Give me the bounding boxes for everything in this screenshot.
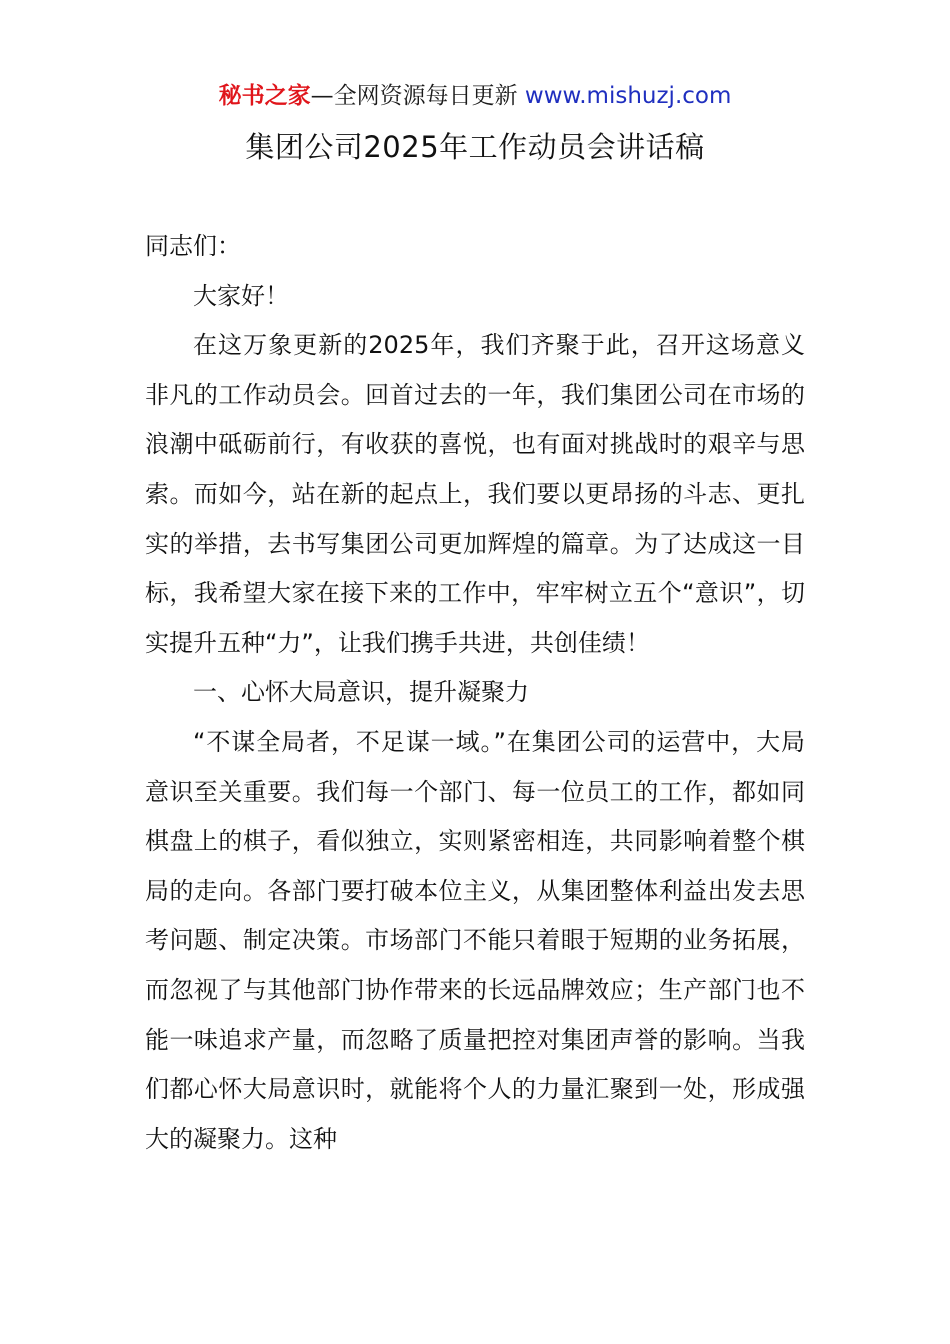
greeting: 大家好！: [193, 281, 289, 310]
document-body: [145, 222, 805, 1164]
site-url-link[interactable]: www.mishuzj.com: [524, 83, 732, 109]
site-header: [0, 80, 950, 112]
brand-name: 秘书之家: [218, 83, 311, 109]
salutation: 同志们：: [145, 232, 241, 260]
paragraph-section-1: “不谋全局者，不足谋一域。”在集团公司的运营中，大局意识至关重要。我们每一个部门、每一位员工的工作，都如同棋盘上的棋子，看似独立，实则紧密相连，共同影响着整个棋局的走向。各部门要打破本位主义，从集团整体利益出发去思考问题、制定决策。市场部门不能只着眼于短期的业务拓展，而忽视了与其他部门协作带来的长远品牌效应；生产部门也不能一味追求产量，而忽略了质量把控对集团声誉的影响。当我们都心怀大局意识时，就能将个人的力量汇聚到一处，形成强大的凝聚力。这种: [145, 727, 805, 1153]
paragraph-intro: 在这万象更新的2025年，我们齐聚于此，召开这场意义非凡的工作动员会。回首过去的一年，我们集团公司在市场的浪潮中砥砺前行，有收获的喜悦，也有面对挑战时的艰辛与思索。而如今，站在新的起点上，我们要以更昂扬的斗志、更扎实的举措，去书写集团公司更加辉煌的篇章。为了达成这一目标，我希望大家在接下来的工作中，牢牢树立五个“意识”，切实提升五种“力”，让我们携手共进，共创佳绩！: [145, 331, 805, 657]
section-heading-1: 一、心怀大局意识，提升凝聚力: [193, 678, 529, 707]
site-tagline: —全网资源每日更新: [310, 83, 518, 109]
document-title: 集团公司2025年工作动员会讲话稿: [245, 130, 705, 164]
